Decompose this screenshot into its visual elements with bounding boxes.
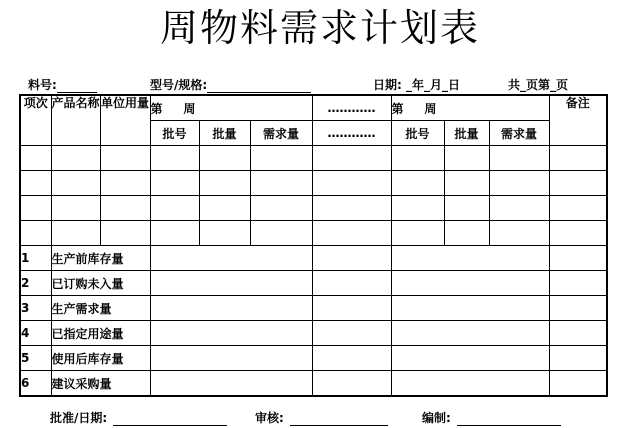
cell-blank[interactable] xyxy=(312,221,391,246)
cell-blank[interactable] xyxy=(250,171,312,196)
header-week-ellipsis-top: ………… xyxy=(312,95,391,121)
cell-blank[interactable] xyxy=(150,146,199,171)
date-field[interactable]: 日期: _年_月_日 xyxy=(373,78,460,92)
model-spec-label: 型号/规格: xyxy=(150,78,208,92)
blank-row xyxy=(20,171,607,196)
cell-blank[interactable] xyxy=(150,196,199,221)
cell-blank[interactable] xyxy=(549,296,607,321)
row-label: 生产需求量 xyxy=(51,296,150,321)
header-batch-number: 批号 xyxy=(150,121,199,146)
cell-blank[interactable] xyxy=(150,246,312,271)
header-demand-quantity: 需求量 xyxy=(250,121,312,146)
row-number: 2 xyxy=(20,271,51,296)
header-item-no: 项次 xyxy=(20,95,51,146)
header-week-first: 第 周 xyxy=(150,95,312,121)
header-unit-usage: 单位用量 xyxy=(100,95,150,146)
blank-row xyxy=(20,196,607,221)
prepared-by-blank[interactable] xyxy=(457,412,561,426)
page-count-field[interactable]: 共_页第_页 xyxy=(508,78,569,92)
cell-blank[interactable] xyxy=(312,146,391,171)
cell-blank[interactable] xyxy=(489,221,549,246)
cell-blank[interactable] xyxy=(250,146,312,171)
demand-plan-table xyxy=(19,94,608,397)
approval-date-label: 批准/日期: xyxy=(50,411,108,425)
prepared-by-label: 编制: xyxy=(422,411,451,425)
cell-blank[interactable] xyxy=(549,171,607,196)
cell-blank[interactable] xyxy=(100,221,150,246)
cell-blank[interactable] xyxy=(51,171,100,196)
cell-blank[interactable] xyxy=(150,221,199,246)
summary-row xyxy=(20,271,607,296)
cell-blank[interactable] xyxy=(391,146,444,171)
row-number: 3 xyxy=(20,296,51,321)
cell-blank[interactable] xyxy=(100,196,150,221)
cell-blank[interactable] xyxy=(312,346,391,371)
summary-row xyxy=(20,346,607,371)
header-product-name: 产品名称 xyxy=(51,95,100,146)
header-demand-quantity: 需求量 xyxy=(489,121,549,146)
row-number: 4 xyxy=(20,321,51,346)
cell-blank[interactable] xyxy=(444,171,489,196)
cell-blank[interactable] xyxy=(312,271,391,296)
cell-blank[interactable] xyxy=(150,296,312,321)
header-week-last: 第 周 xyxy=(391,95,549,121)
cell-blank[interactable] xyxy=(312,171,391,196)
cell-blank[interactable] xyxy=(100,146,150,171)
cell-blank[interactable] xyxy=(549,346,607,371)
row-label: 已订购未入量 xyxy=(51,271,150,296)
cell-blank[interactable] xyxy=(312,371,391,397)
material-number-field xyxy=(28,76,97,93)
cell-blank[interactable] xyxy=(100,171,150,196)
cell-blank[interactable] xyxy=(549,321,607,346)
cell-blank[interactable] xyxy=(391,321,549,346)
cell-blank[interactable] xyxy=(489,171,549,196)
row-number: 6 xyxy=(20,371,51,397)
cell-blank[interactable] xyxy=(20,196,51,221)
cell-blank[interactable] xyxy=(549,221,607,246)
cell-blank[interactable] xyxy=(20,146,51,171)
summary-row xyxy=(20,296,607,321)
blank-row xyxy=(20,221,607,246)
row-label: 生产前库存量 xyxy=(51,246,150,271)
model-spec-field xyxy=(150,76,311,93)
cell-blank[interactable] xyxy=(444,196,489,221)
header-batch-number: 批号 xyxy=(391,121,444,146)
row-number: 5 xyxy=(20,346,51,371)
review-blank[interactable] xyxy=(290,412,388,426)
cell-blank[interactable] xyxy=(391,196,444,221)
cell-blank[interactable] xyxy=(549,271,607,296)
prepared-by-field xyxy=(422,409,561,426)
blank-row xyxy=(20,146,607,171)
cell-blank[interactable] xyxy=(199,221,250,246)
approval-date-field xyxy=(50,409,227,426)
cell-blank[interactable] xyxy=(391,221,444,246)
cell-blank[interactable] xyxy=(444,221,489,246)
cell-blank[interactable] xyxy=(312,196,391,221)
cell-blank[interactable] xyxy=(391,171,444,196)
cell-blank[interactable] xyxy=(549,246,607,271)
cell-blank[interactable] xyxy=(312,296,391,321)
form-title: 周物料需求计划表 xyxy=(159,6,480,50)
cell-blank[interactable] xyxy=(20,171,51,196)
cell-blank[interactable] xyxy=(51,196,100,221)
header-batch-quantity: 批量 xyxy=(199,121,250,146)
cell-blank[interactable] xyxy=(489,196,549,221)
row-label: 建议采购量 xyxy=(51,371,150,397)
cell-blank[interactable] xyxy=(199,171,250,196)
summary-row xyxy=(20,371,607,397)
cell-blank[interactable] xyxy=(20,221,51,246)
review-label: 审核: xyxy=(255,411,284,425)
header-week-ellipsis-bottom: ………… xyxy=(312,121,391,146)
cell-blank[interactable] xyxy=(391,346,549,371)
cell-blank[interactable] xyxy=(489,146,549,171)
cell-blank[interactable] xyxy=(312,246,391,271)
cell-blank[interactable] xyxy=(150,171,199,196)
cell-blank[interactable] xyxy=(199,146,250,171)
row-number: 1 xyxy=(20,246,51,271)
cell-blank[interactable] xyxy=(150,271,312,296)
cell-blank[interactable] xyxy=(51,221,100,246)
cell-blank[interactable] xyxy=(150,346,312,371)
material-number-blank[interactable] xyxy=(57,79,97,93)
cell-blank[interactable] xyxy=(250,221,312,246)
cell-blank[interactable] xyxy=(391,371,549,397)
cell-blank[interactable] xyxy=(199,196,250,221)
cell-blank[interactable] xyxy=(312,321,391,346)
cell-blank[interactable] xyxy=(391,296,549,321)
summary-row xyxy=(20,246,607,271)
row-label: 已指定用途量 xyxy=(51,321,150,346)
cell-blank[interactable] xyxy=(549,146,607,171)
material-number-label: 料号: xyxy=(28,78,57,92)
header-remark: 备注 xyxy=(549,95,607,146)
review-field xyxy=(255,409,388,426)
cell-blank[interactable] xyxy=(549,371,607,397)
model-spec-blank[interactable] xyxy=(207,79,311,93)
cell-blank[interactable] xyxy=(444,146,489,171)
summary-row xyxy=(20,321,607,346)
cell-blank[interactable] xyxy=(150,321,312,346)
approval-date-blank[interactable] xyxy=(113,412,227,426)
cell-blank[interactable] xyxy=(549,196,607,221)
row-label: 使用后库存量 xyxy=(51,346,150,371)
cell-blank[interactable] xyxy=(250,196,312,221)
header-batch-quantity: 批量 xyxy=(444,121,489,146)
cell-blank[interactable] xyxy=(150,371,312,397)
cell-blank[interactable] xyxy=(391,271,549,296)
cell-blank[interactable] xyxy=(51,146,100,171)
cell-blank[interactable] xyxy=(391,246,549,271)
